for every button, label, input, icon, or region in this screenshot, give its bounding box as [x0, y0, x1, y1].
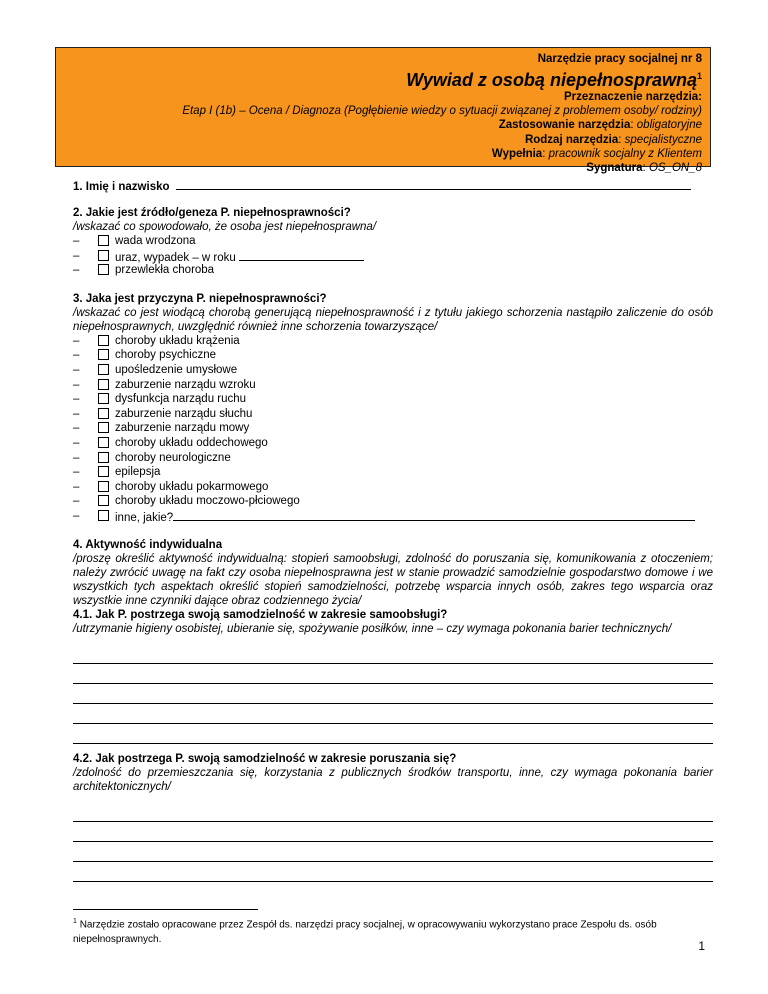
q2-note: /wskazać co spowodowało, że osoba jest niepełnosprawna/ — [73, 221, 377, 233]
q2-option[interactable]: – wada wrodzona — [73, 235, 196, 247]
q4-title: 4. Aktywność indywidualna — [73, 538, 223, 551]
q2-option[interactable]: – przewlekła choroba — [73, 264, 215, 277]
q3-option[interactable]: – choroby psychiczne — [73, 349, 216, 362]
answer-line[interactable] — [73, 664, 713, 684]
checkbox[interactable] — [98, 349, 109, 360]
checkbox[interactable] — [98, 481, 109, 492]
q42-title: 4.2. Jak postrzega P. swoją samodzielność w zakresie poruszania się? — [73, 752, 457, 765]
checkbox[interactable] — [98, 452, 109, 463]
name-field-row — [73, 178, 713, 192]
q3-option-other[interactable]: – inne, jakie? — [73, 509, 713, 524]
stage-text: Etap I (1b) – Ocena / Diagnoza (Pogłębienie wiedzy o sytuacji związanej z problemem osoby/ rodziny) — [182, 105, 702, 118]
checkbox[interactable] — [98, 379, 109, 390]
year-input-line[interactable] — [239, 249, 364, 261]
answer-line[interactable] — [73, 802, 713, 822]
q3-option[interactable]: – choroby neurologiczne — [73, 451, 231, 464]
checkbox[interactable] — [98, 437, 109, 448]
footnote: $^1$ Narzędzie zostało opracowane przez Zespół ds. narzędzi pracy socjalnej, w opracowywaniu wykorzystano prace Zespołu ds. osób niepełnosprawnych. — [73, 918, 657, 946]
checkbox[interactable] — [98, 466, 109, 477]
footnote-separator — [73, 909, 258, 910]
answer-line[interactable] — [73, 684, 713, 704]
q3-note: /wskazać co jest wiodącą chorobą generującą niepełnosprawność i z tytułu jakiego schorzenia nastąpiło zaliczenie do osób niepełnosprawnych, uwzględnić również inne schorzenia towarzyszące/ — [73, 306, 713, 333]
name-label: 1. Imię i nazwisko — [73, 181, 170, 193]
type-row: Rodzaj narzędzia: specjalistyczne — [524, 133, 702, 146]
q3-option[interactable]: – choroby układu pokarmowego — [73, 480, 269, 493]
usage-row: Zastosowanie narzędzia: obligatoryjne — [498, 119, 702, 132]
page-number: 1 — [698, 939, 705, 953]
document-title: Wywiad z osobą niepełnosprawną$^1$ — [406, 70, 702, 90]
checkbox[interactable] — [98, 364, 109, 375]
checkbox[interactable] — [98, 408, 109, 419]
answer-line[interactable] — [73, 842, 713, 862]
checkbox[interactable] — [98, 393, 109, 404]
q2-title: 2. Jakie jest źródło/geneza P. niepełnosprawności? — [73, 207, 351, 219]
q2-option[interactable]: – uraz, wypadek – w roku — [73, 249, 713, 264]
checkbox[interactable] — [98, 335, 109, 346]
checkbox[interactable] — [98, 510, 109, 521]
checkbox[interactable] — [98, 250, 109, 261]
tool-number: Narzędzie pracy socjalnej nr 8 — [537, 53, 702, 65]
q41-title: 4.1. Jak P. postrzega swoją samodzielność w zakresie samoobsługi? — [73, 608, 448, 621]
name-input-line[interactable] — [176, 178, 691, 190]
signature-row: Sygnatura: OS_ON_8 — [586, 162, 702, 175]
q3-option[interactable]: – zaburzenie narządu słuchu — [73, 407, 253, 420]
checkbox[interactable] — [98, 422, 109, 433]
tool-header-box — [55, 47, 711, 175]
q3-option[interactable]: – dysfunkcja narządu ruchu — [73, 393, 247, 406]
checkbox[interactable] — [98, 235, 109, 246]
answer-line[interactable] — [73, 822, 713, 842]
checkbox[interactable] — [98, 495, 109, 506]
q3-option[interactable]: – zaburzenie narządu wzroku — [73, 378, 256, 391]
q3-option[interactable]: – upośledzenie umysłowe — [73, 363, 238, 376]
answer-line[interactable] — [73, 862, 713, 882]
answer-line[interactable] — [73, 704, 713, 724]
answer-line[interactable] — [73, 724, 713, 744]
q3-option[interactable]: – choroby układu moczowo-płciowego — [73, 495, 300, 508]
purpose-label: Przeznaczenie narzędzia: — [563, 91, 702, 103]
q3-option[interactable]: – epilepsja — [73, 466, 161, 479]
answer-line[interactable] — [73, 644, 713, 664]
q4-note: /proszę określić aktywność indywidualną: stopień samoobsługi, zdolność do poruszania się, komunikowania z otoczeniem; należy zwrócić uwagę na fakt czy osoba niepełnosprawna jest w stanie prowadzić samodzielnie gospodarstwo domowe i we wszystkich tych aspektach określić stopień samodzielności, potrzebę wsparcia innych osób, zakres tego wsparcia oraz wszystkie inne czynniki dające obraz codziennego życia/ — [73, 552, 713, 607]
q3-title: 3. Jaka jest przyczyna P. niepełnosprawności? — [73, 292, 327, 305]
form-content — [73, 178, 713, 882]
q42-note: /zdolność do przemieszczania się, korzystania z publicznych środków transportu, inne, czy wymaga pokonania barier architektonicznych/ — [73, 766, 713, 793]
q3-option[interactable]: – choroby układu oddechowego — [73, 436, 268, 449]
checkbox[interactable] — [98, 264, 109, 275]
q41-note: /utrzymanie higieny osobistej, ubieranie się, spożywanie posiłków, inne – czy wymaga pokonania barier technicznych/ — [73, 622, 672, 635]
q3-option[interactable]: – choroby układu krążenia — [73, 334, 240, 347]
q3-option[interactable]: – zaburzenie narządu mowy — [73, 422, 250, 435]
filled-by-row: Wypełnia: pracownik socjalny z Klientem — [491, 147, 702, 160]
footnote-ref: 1 — [696, 71, 702, 81]
other-input-line[interactable] — [173, 509, 695, 521]
